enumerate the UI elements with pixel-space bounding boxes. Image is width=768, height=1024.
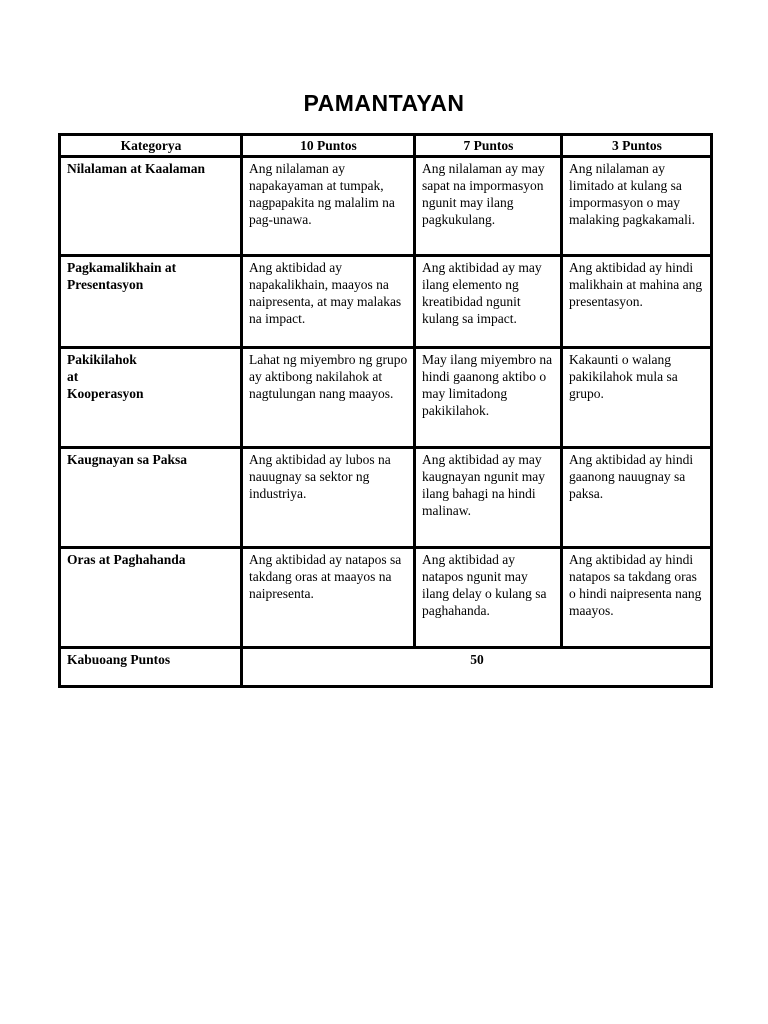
header-10-points: 10 Puntos	[242, 135, 415, 157]
total-row	[60, 648, 712, 687]
table-row	[60, 348, 712, 448]
criteria-cell-10: Ang aktibidad ay napakalikhain, maayos na naipresenta, at may malakas na impact.	[242, 256, 415, 348]
header-category: Kategorya	[60, 135, 242, 157]
total-label: Kabuoang Puntos	[60, 648, 242, 687]
criteria-cell-10: Lahat ng miyembro ng grupo ay aktibong nakilahok at nagtulungan nang maayos.	[242, 348, 415, 448]
criteria-cell-10: Ang nilalaman ay napakayaman at tumpak, nagpapakita ng malalim na pag-unawa.	[242, 157, 415, 256]
criteria-cell-10: Ang aktibidad ay lubos na nauugnay sa sektor ng industriya.	[242, 448, 415, 548]
criteria-cell-3: Ang aktibidad ay hindi malikhain at mahina ang presentasyon.	[562, 256, 712, 348]
criteria-cell-3: Ang nilalaman ay limitado at kulang sa impormasyon o may malaking pagkakamali.	[562, 157, 712, 256]
table-row	[60, 157, 712, 256]
category-cell: Kaugnayan sa Paksa	[60, 448, 242, 548]
criteria-cell-7: Ang aktibidad ay may ilang elemento ng kreatibidad ngunit kulang sa impact.	[415, 256, 562, 348]
category-cell: Oras at Paghahanda	[60, 548, 242, 648]
table-row	[60, 256, 712, 348]
header-3-points: 3 Puntos	[562, 135, 712, 157]
table-row	[60, 548, 712, 648]
table-row	[60, 448, 712, 548]
header-row	[60, 135, 712, 157]
criteria-cell-3: Ang aktibidad ay hindi natapos sa takdang oras o hindi naipresenta nang maayos.	[562, 548, 712, 648]
criteria-cell-7: May ilang miyembro na hindi gaanong aktibo o may limitadong pakikilahok.	[415, 348, 562, 448]
criteria-cell-7: Ang nilalaman ay may sapat na impormasyon ngunit may ilang pagkukulang.	[415, 157, 562, 256]
total-value: 50	[242, 648, 712, 687]
criteria-cell-3: Kakaunti o walang pakikilahok mula sa grupo.	[562, 348, 712, 448]
criteria-cell-10: Ang aktibidad ay natapos sa takdang oras at maayos na naipresenta.	[242, 548, 415, 648]
criteria-cell-7: Ang aktibidad ay natapos ngunit may ilang delay o kulang sa paghahanda.	[415, 548, 562, 648]
criteria-cell-3: Ang aktibidad ay hindi gaanong nauugnay sa paksa.	[562, 448, 712, 548]
page-title: PAMANTAYAN	[303, 90, 465, 116]
header-7-points: 7 Puntos	[415, 135, 562, 157]
category-cell: Nilalaman at Kaalaman	[60, 157, 242, 256]
rubric-table	[58, 133, 713, 688]
category-cell: Pakikilahok at Kooperasyon	[60, 348, 242, 448]
criteria-cell-7: Ang aktibidad ay may kaugnayan ngunit may ilang bahagi na hindi malinaw.	[415, 448, 562, 548]
category-cell: Pagkamalikhain at Presentasyon	[60, 256, 242, 348]
